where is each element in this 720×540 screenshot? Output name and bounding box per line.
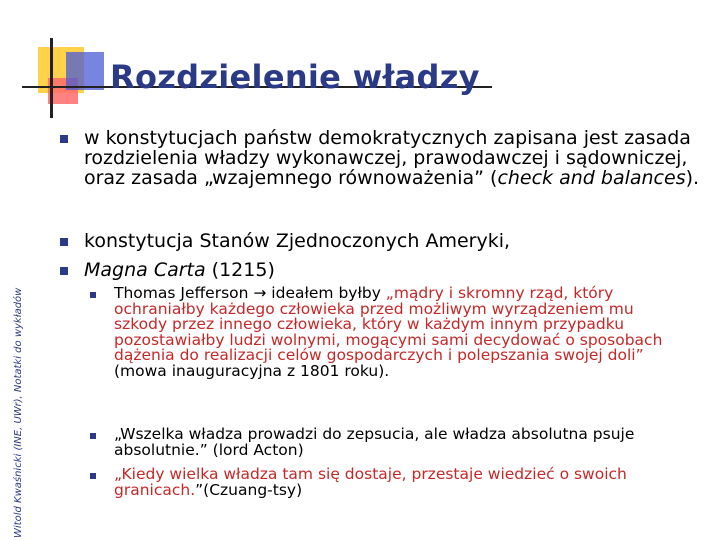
- subbullet-text: „Wszelka władza prowadzi do zepsucia, ale władza absolutna psuje absolutnie.” (lord Acton): [114, 425, 635, 459]
- slide-title: Rozdzielenie władzy: [110, 58, 480, 96]
- bullet-marker: [60, 135, 68, 143]
- bullet-item: [60, 260, 700, 280]
- sidebar-credit: Witold Kwaśnicki (INE, UWr), Notatki do wykładów: [13, 287, 24, 538]
- subbullet-item: [90, 427, 690, 458]
- subbullet-item: [90, 467, 690, 498]
- bullet-marker: [60, 267, 68, 275]
- subbullet-text: „Kiedy wielka władza tam się dostaje, przestaje wiedzieć o swoich granicach.”(Czuang-tsy): [114, 465, 627, 499]
- bullet-text: Magna Carta (1215): [84, 259, 275, 281]
- bullet-item: [60, 128, 700, 188]
- bullet-text: w konstytucjach państw demokratycznych zapisana jest zasada rozdzielenia władzy wykonawczej, prawodawczej i sądowniczej, oraz zasada „wzajemnego równoważenia” (check and balances).: [84, 127, 700, 189]
- subbullet-marker: [90, 433, 96, 439]
- bullet-marker: [60, 238, 68, 246]
- subbullet-marker: [90, 292, 96, 298]
- decor-blue-square: [66, 52, 104, 90]
- bullet-item: [60, 231, 700, 251]
- subbullet-item: [90, 286, 690, 379]
- bullet-text: konstytucja Stanów Zjednoczonych Ameryki,: [84, 230, 511, 252]
- subbullet-text: Thomas Jefferson → ideałem byłby „mądry i skromny rząd, który ochraniałby każdego człowieka przed możliwym wyrządzeniem mu szkody przez innego człowieka, który w każdym innym przypadku pozostawiałby ludzi wolnymi, mogącymi sami decydować o sposobach dążenia do realizacji celów gospodarczych i polepszania swojej doli” (mowa inauguracyjna z 1801 roku).: [114, 284, 663, 380]
- decor-vertical-line: [50, 38, 53, 118]
- subbullet-marker: [90, 473, 96, 479]
